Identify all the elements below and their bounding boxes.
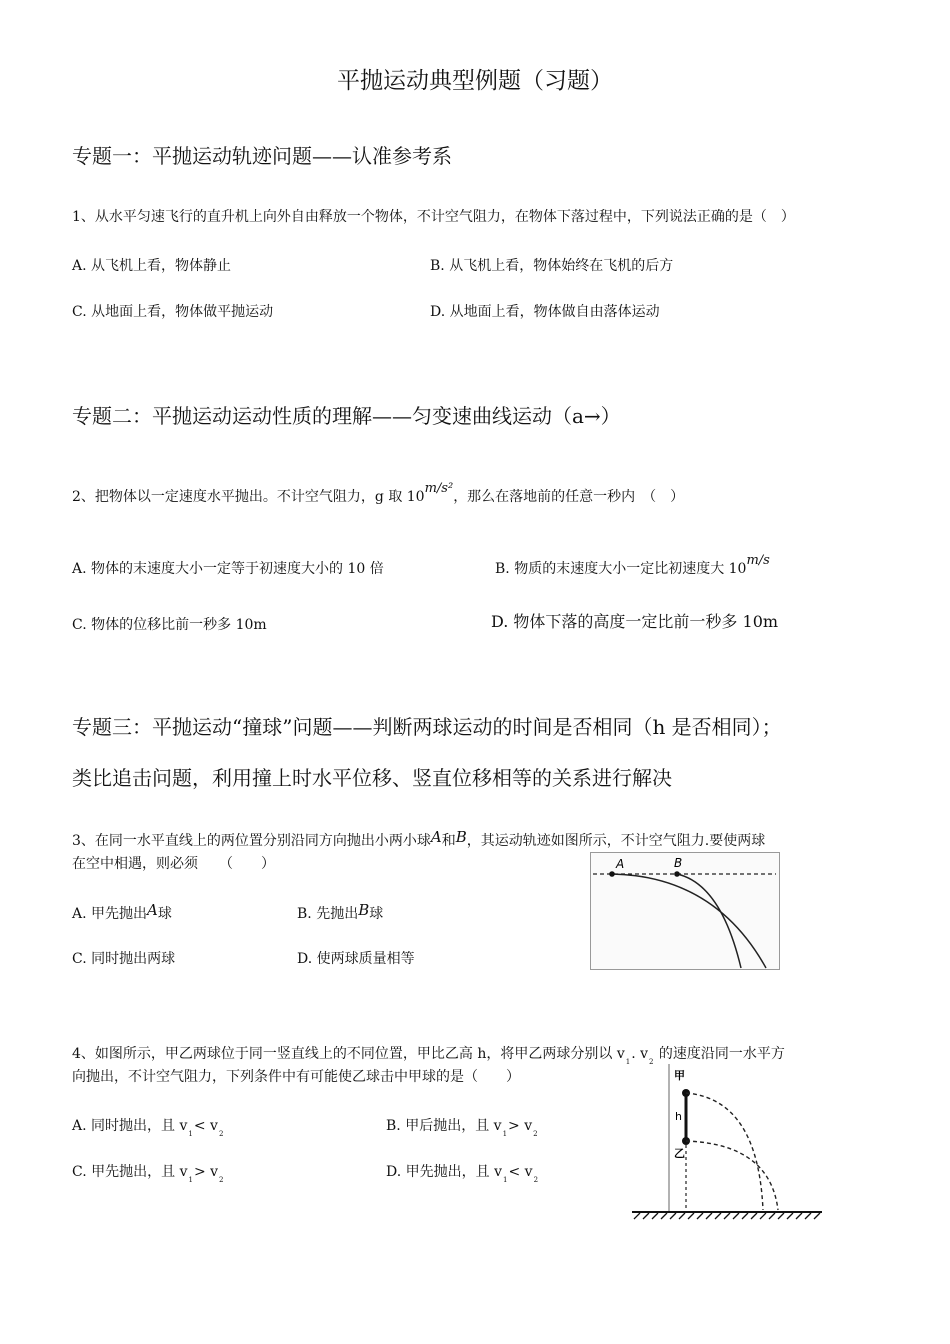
question-3-option-c: C. 同时抛出两球 <box>72 951 176 967</box>
collision-figure <box>630 1062 825 1224</box>
question-2-stem <box>72 481 685 506</box>
trajectory-figure <box>590 852 780 970</box>
question-2-option-b-text: B. 物质的末速度大小一定比初速度大 10 <box>495 561 747 577</box>
question-2-stem-text: 2、把物体以一定速度水平抛出。不计空气阻力，g 取 10 <box>72 489 425 505</box>
option-a-relation: < v <box>193 1118 218 1134</box>
ball-a-label: A <box>430 828 442 846</box>
question-4-option-d <box>386 1161 539 1184</box>
option-c-text: C. 甲先抛出，且 v <box>72 1164 188 1180</box>
subscript-2: 2 <box>219 1176 224 1184</box>
question-3-stem-tail: ，其运动轨迹如图所示，不计空气阻力.要使两球 <box>466 833 766 849</box>
fig-label-h: h <box>675 1110 682 1123</box>
topic-3-heading-line-2: 类比追击问题，利用撞上时水平位移、竖直位移相等的关系进行解决 <box>72 766 672 790</box>
question-4-option-c <box>72 1161 225 1184</box>
question-4-stem-tail: 的速度沿同一水平方 <box>654 1046 785 1062</box>
question-3-stem-text: 3、在同一水平直线上的两位置分别沿同方向抛出小两小球 <box>72 833 431 849</box>
separator-v: . v <box>631 1046 649 1062</box>
option-a-ball: A <box>147 901 158 919</box>
question-4-option-b <box>386 1115 539 1138</box>
question-1-option-b: B. 从飞机上看，物体始终在飞机的后方 <box>430 258 674 274</box>
option-d-relation: < v <box>508 1164 533 1180</box>
fig-label-jia: 甲 <box>674 1069 685 1082</box>
and-text: 和 <box>441 833 456 849</box>
option-a-text: A. 同时抛出，且 v <box>72 1118 188 1134</box>
option-c-relation: > v <box>193 1164 219 1180</box>
question-3-stem-line-2: 在空中相遇，则必须 （ ） <box>72 856 275 872</box>
question-2-option-b <box>495 553 770 578</box>
question-4-stem-line-2: 向抛出，不计空气阻力，下列条件中有可能使乙球击中甲球的是（ ） <box>72 1069 520 1085</box>
topic-1-heading: 专题一：平抛运动轨迹问题——认准参考系 <box>72 144 452 168</box>
option-d-text: D. 甲先抛出，且 v <box>386 1164 502 1180</box>
subscript-2: 2 <box>218 1130 224 1138</box>
question-4-option-a <box>72 1115 224 1138</box>
topic-2-heading: 专题二：平抛运动运动性质的理解——匀变速曲线运动（a→） <box>72 404 621 428</box>
question-4-stem-text: 4、如图所示，甲乙两球位于同一竖直线上的不同位置，甲比乙高 h，将甲乙两球分别以 v <box>72 1046 625 1062</box>
page-title: 平抛运动典型例题（习题） <box>337 68 613 94</box>
fig-label-a: A <box>616 857 625 871</box>
option-a-suffix: 球 <box>157 906 172 922</box>
option-b-relation: > v <box>508 1118 533 1134</box>
option-b-text: B. 先抛出 <box>297 906 359 922</box>
subscript-1: 1 <box>188 1176 193 1184</box>
question-2-stem-tail: ，那么在落地前的任意一秒内 （ ） <box>453 489 685 505</box>
fig-label-yi: 乙 <box>674 1147 685 1160</box>
topic-3-heading-line-1: 专题三：平抛运动“撞球”问题——判断两球运动的时间是否相同（h 是否相同）； <box>72 715 782 739</box>
subscript-2: 2 <box>649 1058 654 1066</box>
option-a-text: A. 甲先抛出 <box>72 906 148 922</box>
subscript-2: 2 <box>533 1176 539 1184</box>
question-3-option-d: D. 使两球质量相等 <box>297 951 415 967</box>
question-1-option-c: C. 从地面上看，物体做平抛运动 <box>72 304 274 320</box>
question-3-option-b <box>297 903 383 923</box>
question-2-option-c: C. 物体的位移比前一秒多 10m <box>72 617 267 633</box>
subscript-2: 2 <box>533 1130 538 1138</box>
question-3-stem-line-1 <box>72 830 765 850</box>
subscript-1: 1 <box>625 1058 631 1066</box>
subscript-1: 1 <box>502 1130 508 1138</box>
option-b-ball: B <box>358 901 370 919</box>
subscript-1: 1 <box>503 1176 508 1184</box>
question-2-option-d: D. 物体下落的高度一定比前一秒多 10m <box>491 612 779 631</box>
unit-m-per-s2: m/s² <box>424 481 454 496</box>
question-1-option-d: D. 从地面上看，物体做自由落体运动 <box>430 304 660 320</box>
question-1-option-a: A. 从飞机上看，物体静止 <box>72 258 232 274</box>
question-1-stem: 1、从水平匀速飞行的直升机上向外自由释放一个物体，不计空气阻力，在物体下落过程中，下列说法正确的是（ ） <box>72 209 795 225</box>
question-4-stem-line-1 <box>72 1043 785 1066</box>
question-3-option-a <box>72 903 172 923</box>
option-b-suffix: 球 <box>369 906 384 922</box>
option-b-text: B. 甲后抛出，且 v <box>386 1118 502 1134</box>
ball-b-label: B <box>455 828 467 846</box>
subscript-1: 1 <box>188 1130 193 1138</box>
unit-m-per-s: m/s <box>746 553 770 568</box>
fig-label-b: B <box>674 856 683 870</box>
question-2-option-a: A. 物体的末速度大小一定等于初速度大小的 10 倍 <box>72 561 384 577</box>
